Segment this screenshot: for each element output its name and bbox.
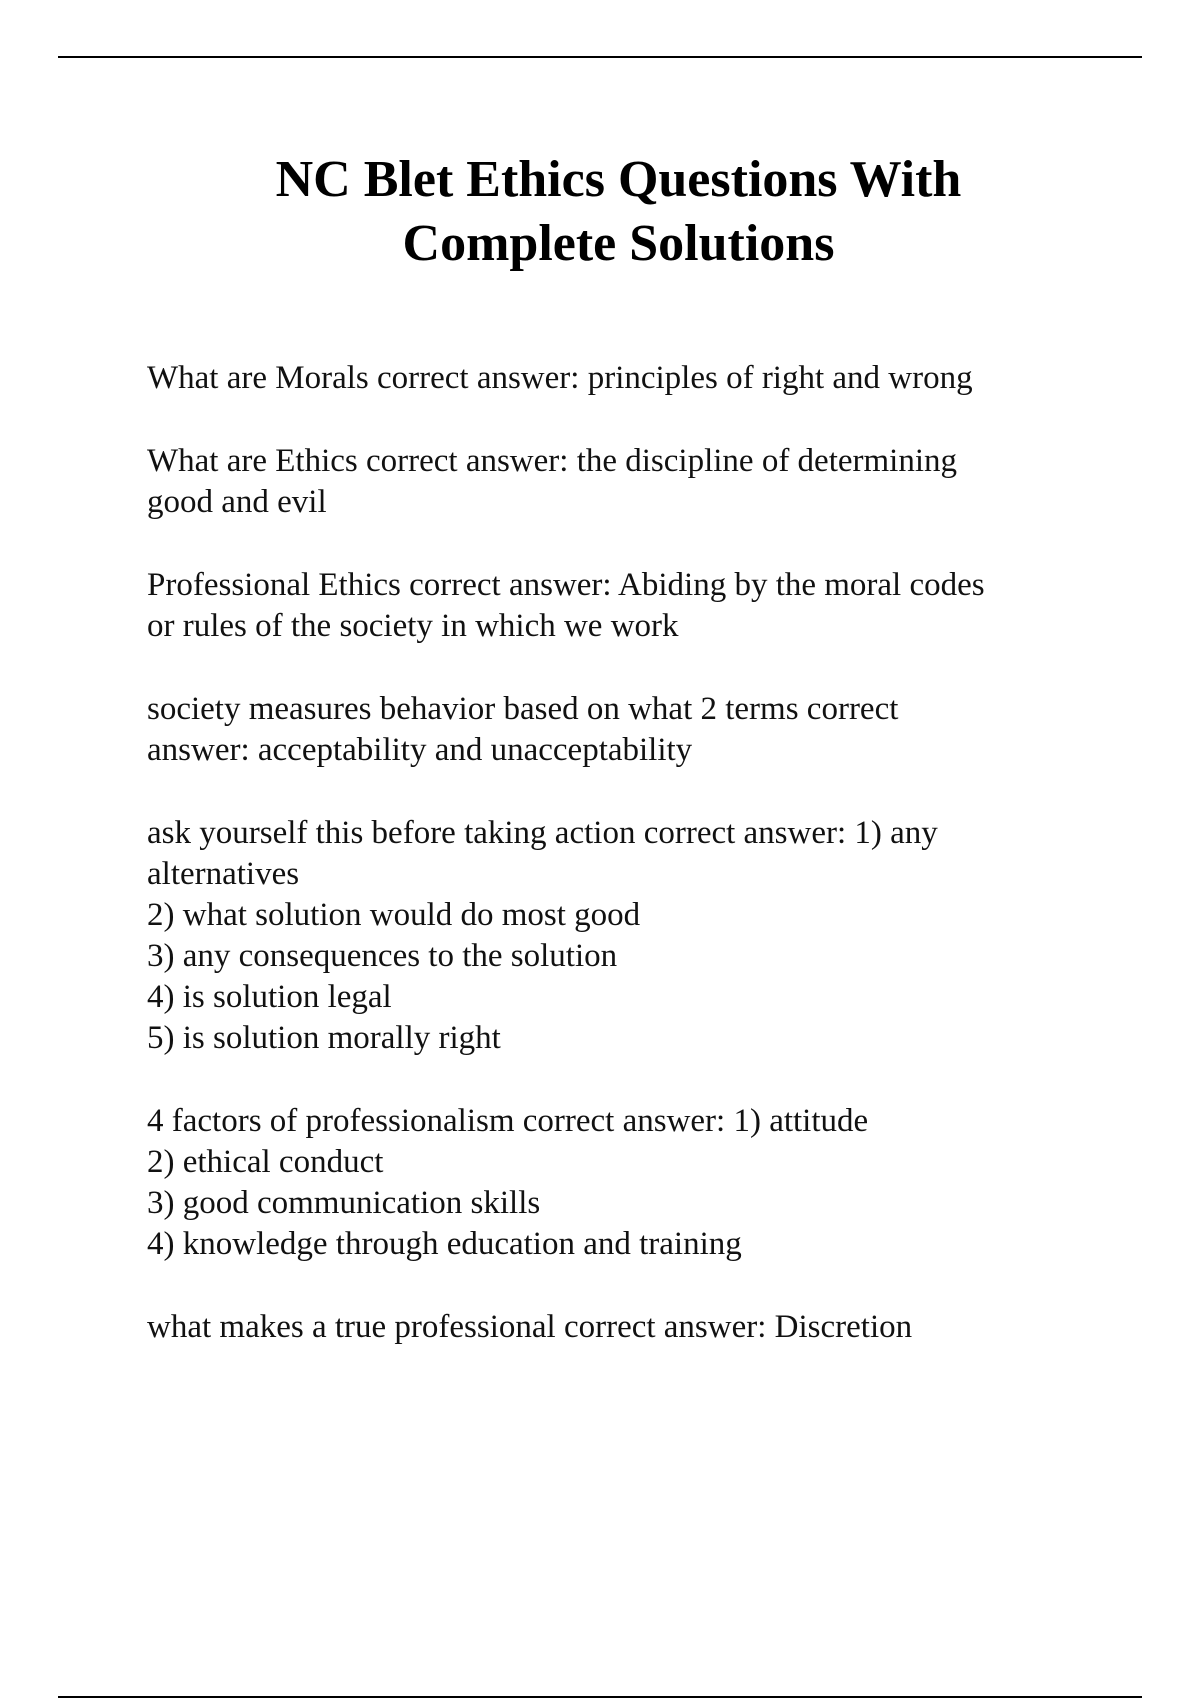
qa-entry-professional-ethics: [147, 565, 1097, 647]
qa-line: alternatives: [147, 856, 300, 892]
qa-entry-factors-professionalism: [147, 1101, 1097, 1265]
qa-line: Professional Ethics correct answer: Abiding by the moral codes: [147, 567, 985, 603]
page-title: [120, 148, 1117, 276]
qa-line: 5) is solution morally right: [147, 1020, 501, 1056]
qa-line: society measures behavior based on what 2 terms correct: [147, 691, 899, 727]
qa-line: answer: acceptability and unacceptability: [147, 732, 693, 768]
qa-line: or rules of the society in which we work: [147, 608, 679, 644]
top-divider: [58, 56, 1142, 58]
qa-line: 4) is solution legal: [147, 979, 392, 1015]
qa-entry-true-professional: [147, 1307, 1097, 1348]
qa-line: 3) any consequences to the solution: [147, 938, 618, 974]
qa-entry-ask-yourself: [147, 813, 1097, 1059]
qa-list: [147, 358, 1097, 1390]
qa-line: what makes a true professional correct answer: Discretion: [147, 1309, 913, 1345]
title-line: Complete Solutions: [402, 215, 835, 272]
qa-line: What are Ethics correct answer: the discipline of determining: [147, 443, 958, 479]
title-line: NC Blet Ethics Questions With: [275, 151, 962, 208]
qa-line: good and evil: [147, 484, 327, 520]
qa-entry-morals: [147, 358, 1097, 399]
qa-entry-society-measures: [147, 689, 1097, 771]
qa-line: 4 factors of professionalism correct answer: 1) attitude: [147, 1103, 869, 1139]
qa-line: 2) what solution would do most good: [147, 897, 641, 933]
bottom-divider: [58, 1696, 1142, 1698]
qa-line: 2) ethical conduct: [147, 1144, 384, 1180]
qa-line: What are Morals correct answer: principles of right and wrong: [147, 360, 973, 396]
qa-line: ask yourself this before taking action correct answer: 1) any: [147, 815, 938, 851]
qa-line: 4) knowledge through education and training: [147, 1226, 742, 1262]
qa-entry-ethics: [147, 441, 1097, 523]
qa-line: 3) good communication skills: [147, 1185, 541, 1221]
